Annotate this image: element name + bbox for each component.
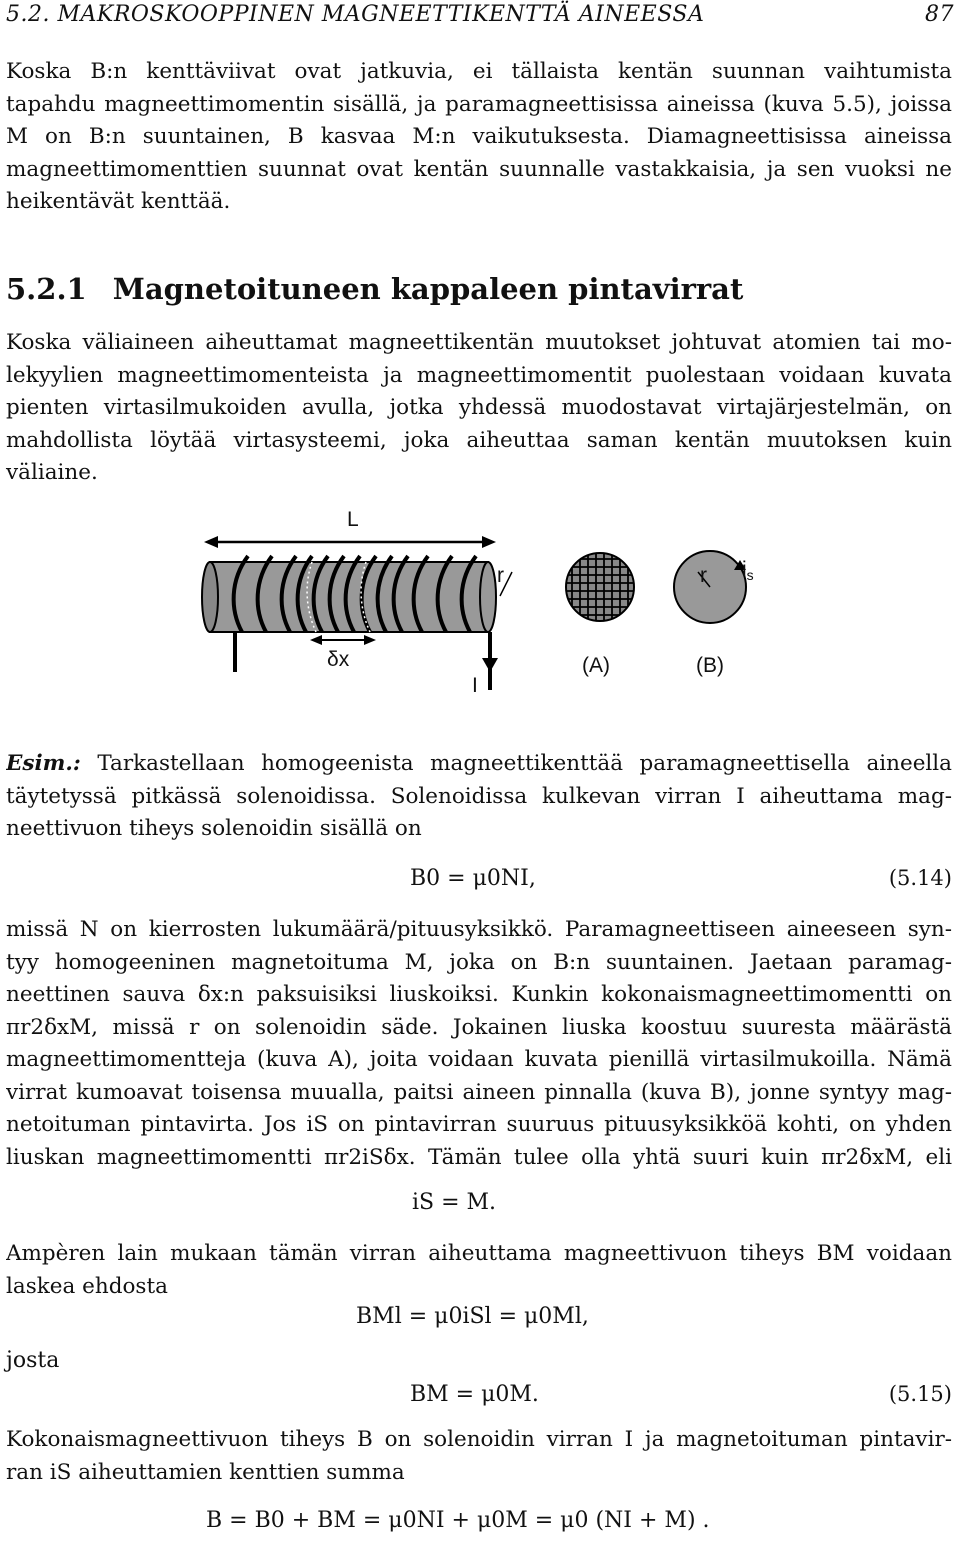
label-surface-current: $i_s$: [742, 558, 754, 583]
paragraph-magnetization: [6, 914, 952, 1174]
header-section-title: 5.2. MAKROSKOOPPINEN MAGNEETTIKENTTÄ AINEESSA: [6, 2, 705, 27]
length-arrow-head-right: [482, 536, 496, 548]
paragraph-line: neettinen sauva δx:n paksuisiksi liuskoiksi. Kunkin kokonaismagneettimomentti on: [6, 982, 952, 1007]
paragraph-line: liuskan magneettimomentti πr2iSδx. Tämän tulee olla yhtä suuri kuin πr2δxM, eli: [6, 1144, 952, 1170]
equation-ampere-law: BMl = μ0iSl = μ0Ml,: [356, 1304, 589, 1329]
equation-surface-current: iS = M.: [412, 1190, 497, 1215]
label-dx: δx: [327, 648, 350, 671]
current-arrow-icon: [482, 658, 498, 672]
paragraph-line: M on B:n suuntainen, B kasvaa M:n vaikutuksesta. Diamagneettisissa aineissa: [6, 124, 952, 149]
dx-arrow-head-left: [310, 635, 322, 645]
paragraph-line: laskea ehdosta: [6, 1273, 168, 1299]
paragraph-line: lekyylien magneettimomenteista ja magneettimomentit puolestaan voidaan kuvata: [6, 362, 952, 388]
paragraph-line: netoituman pintavirta. Jos iS on pintavirran suuruus pituusyksikköä kohti, on yhden: [6, 1112, 952, 1137]
paragraph-line: tapahdu magneettimomentin sisällä, ja paramagneettisissa aineissa (kuva 5.5), joissa: [6, 91, 952, 117]
paragraph-line: Koska väliaineen aiheuttamat magneettikentän muutokset johtuvat atomien tai mo-: [6, 330, 952, 355]
paragraph-line: magneettimomentteja (kuva A), joita voidaan kuvata pienillä virtasilmukoilla. Nämä: [6, 1047, 952, 1072]
paragraph-line: virrat kumoavat toisensa muualla, paitsi aineen pinnalla (kuva B), jonne syntyy mag-: [6, 1079, 952, 1105]
solenoid-right-end: [480, 562, 496, 632]
paragraph-line: neettivuon tiheys solenoidin sisällä on: [6, 816, 422, 841]
label-figure-a: (A): [582, 654, 610, 677]
equation-number: (5.14): [888, 866, 952, 890]
paragraph-line: heikentävät kenttää.: [6, 189, 231, 214]
paragraph-line: tyy homogeeninen magnetoituma M, joka on B:n suuntainen. Jaetaan paramag-: [6, 949, 952, 975]
label-radius-solenoid: r: [497, 564, 504, 587]
subsection-title: Magnetoituneen kappaleen pintavirrat: [112, 272, 744, 306]
paragraph-line: Esim.: Tarkastellaan homogeenista magneettikenttää paramagneettisella aineella: [6, 751, 952, 776]
equation-5-14: B0 = μ0NI,: [410, 866, 536, 891]
paragraph-total-field: [6, 1424, 952, 1489]
equation-number: (5.15): [888, 1382, 952, 1406]
paragraph-surface-currents: [6, 327, 952, 490]
paragraph-line: Koska B:n kenttäviivat ovat jatkuvia, ei tällaista kentän suunnan vaihtumista: [6, 59, 952, 84]
paragraph-line: magneettimomenttien suunnat ovat kentän suunnalle vastakkaisia, ja sen vuoksi ne: [6, 156, 952, 182]
paragraph-line: mahdollista löytää virtasysteemi, joka aiheuttaa saman kentän muutoksen kuin: [6, 427, 952, 453]
paragraph-ampere: [6, 1238, 952, 1303]
running-header: [6, 2, 954, 32]
paragraph-line: missä N on kierrosten lukumäärä/pituusyksikkö. Paramagneettiseen aineeseen syn-: [6, 917, 952, 942]
label-length: L: [347, 508, 359, 531]
paragraph-line: väliaine.: [6, 460, 98, 485]
example-paragraph: [6, 748, 952, 846]
label-radius-circle: r: [700, 564, 707, 587]
solenoid-diagram: [190, 500, 750, 700]
paragraph-line: Ampèren lain mukaan tämän virran aiheuttama magneettivuon tiheys BM voidaan: [6, 1241, 952, 1266]
dx-arrow-head-right: [364, 635, 376, 645]
subsection-heading: [6, 272, 743, 306]
word-josta: josta: [6, 1348, 60, 1373]
cross-section-a: [566, 553, 634, 621]
paragraph-line: pienten virtasilmukoiden avulla, jotka yhdessä muodostavat virtajärjestelmän, on: [6, 395, 952, 420]
equation-5-15: BM = μ0M.: [410, 1382, 539, 1407]
label-figure-b: (B): [696, 654, 724, 677]
page-number: 87: [925, 2, 954, 27]
subsection-number: 5.2.1: [6, 272, 87, 306]
length-arrow-head-left: [204, 536, 218, 548]
intro-paragraph: [6, 56, 952, 219]
equation-total-field: B = B0 + BM = μ0NI + μ0M = μ0 (NI + M) .: [206, 1508, 710, 1533]
solenoid-left-end: [202, 562, 218, 632]
paragraph-line: Kokonaismagneettivuon tiheys B on solenoidin virran I ja magnetoituman pintavir-: [6, 1427, 952, 1452]
paragraph-line: πr2δxM, missä r on solenoidin säde. Jokainen liuska koostuu suuresta määrästä: [6, 1014, 952, 1040]
paragraph-line: täytetyssä pitkässä solenoidissa. Solenoidissa kulkevan virran I aiheuttama mag-: [6, 783, 952, 809]
solenoid-figure: [190, 500, 754, 700]
label-current: I: [472, 674, 478, 697]
example-lead: Esim.:: [6, 751, 81, 776]
paragraph-line: ran iS aiheuttamien kenttien summa: [6, 1459, 405, 1485]
